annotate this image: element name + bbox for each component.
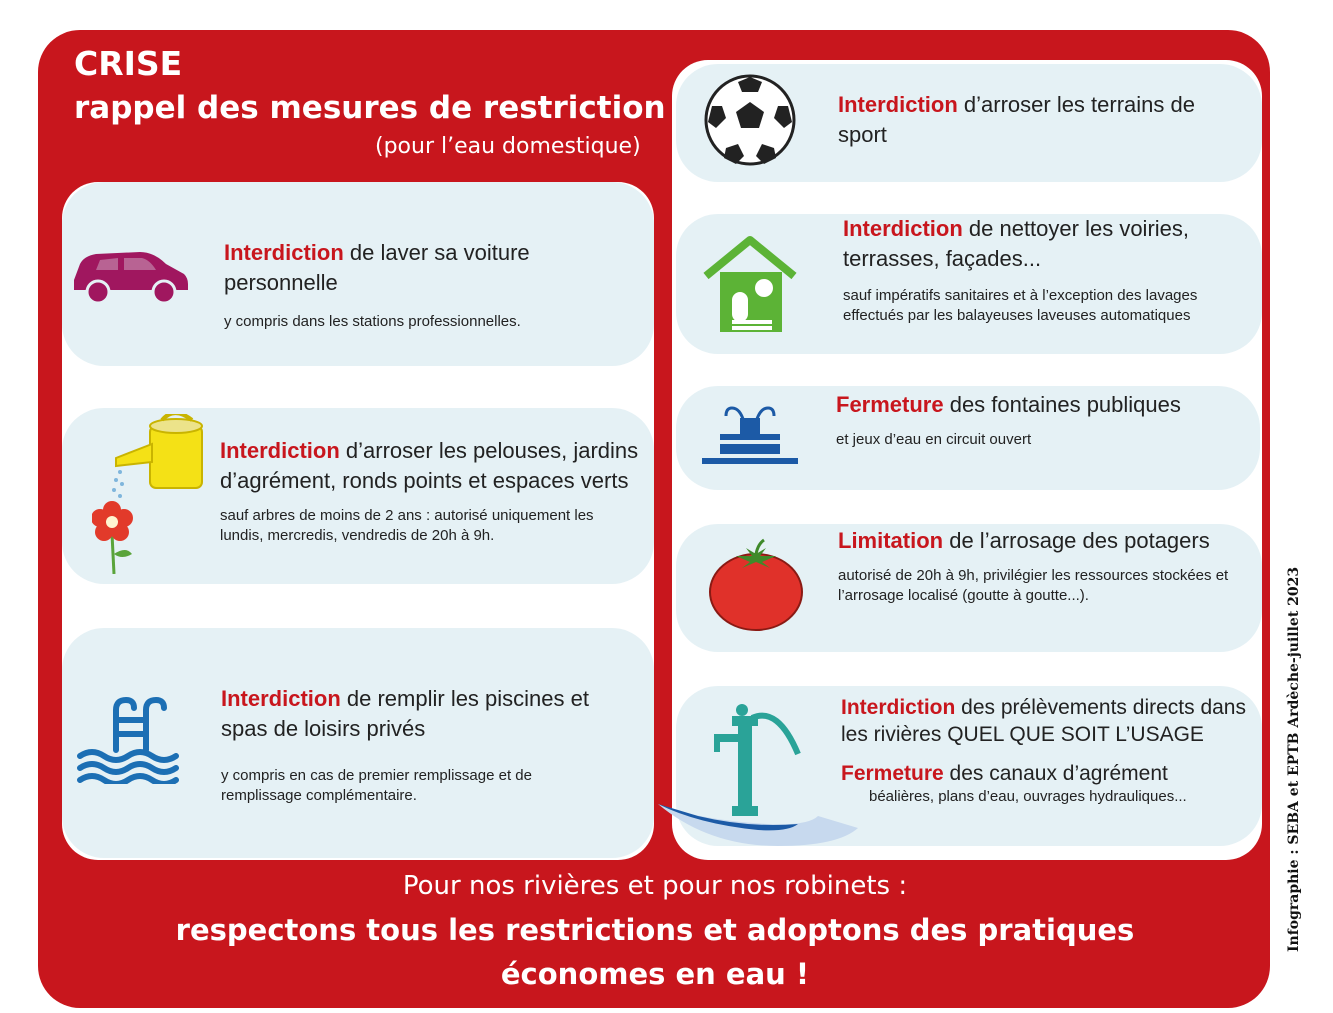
footer-line-1: Pour nos rivières et pour nos robinets : bbox=[402, 871, 908, 901]
card-garden bbox=[676, 524, 1262, 652]
right-column bbox=[672, 60, 1262, 860]
card-text bbox=[838, 90, 1248, 150]
pool-ladder-icon bbox=[76, 694, 186, 784]
card-fountain bbox=[676, 386, 1260, 490]
keyword: Interdiction bbox=[224, 240, 344, 265]
keyword: Interdiction bbox=[221, 686, 341, 711]
fountain-icon bbox=[700, 402, 800, 472]
card-pool bbox=[62, 628, 654, 858]
rule-text: des fontaines publiques bbox=[943, 392, 1181, 417]
card-car-wash bbox=[62, 182, 654, 366]
footer-line-2: respectons tous les restrictions et adoptons des pratiques bbox=[175, 913, 1135, 947]
card-text bbox=[841, 694, 1251, 807]
card-text bbox=[836, 390, 1246, 450]
tomato-icon bbox=[706, 536, 806, 632]
keyword: Interdiction bbox=[841, 696, 956, 719]
keyword-2: Fermeture bbox=[841, 762, 944, 785]
footer-line-3: économes en eau ! bbox=[500, 957, 810, 991]
rule-text: des prélèvements directs dans les rivières QUEL QUE SOIT L’USAGE bbox=[841, 696, 1246, 746]
keyword: Interdiction bbox=[838, 92, 958, 117]
card-text bbox=[838, 526, 1248, 606]
rule-text: de nettoyer les voiries, terrasses, façades... bbox=[843, 216, 1190, 271]
card-watering bbox=[62, 408, 654, 584]
watering-can-icon bbox=[92, 414, 222, 574]
page-title: CRISE bbox=[74, 44, 183, 83]
card-river bbox=[676, 686, 1262, 846]
rule-text: d’arroser les pelouses, jardins d’agrément, ronds points et espaces verts bbox=[220, 438, 639, 493]
page-note: (pour l’eau domestique) bbox=[375, 134, 641, 159]
rule-detail: béalières, plans d’eau, ouvrages hydrauliques... bbox=[869, 788, 1187, 805]
car-icon bbox=[70, 244, 190, 304]
soccer-ball-icon bbox=[702, 72, 798, 168]
left-column bbox=[62, 182, 654, 860]
rule-text: d’arroser les terrains de sport bbox=[838, 92, 1195, 147]
keyword: Limitation bbox=[838, 528, 944, 553]
card-text bbox=[843, 214, 1253, 326]
rule-detail: sauf arbres de moins de 2 ans : autorisé uniquement les lundis, mercredis, vendredis de 20h à 9h. bbox=[220, 507, 594, 544]
rule-detail: sauf impératifs sanitaires et à l’exception des lavages effectués par les balayeuses laveuses automatiques bbox=[843, 287, 1198, 324]
rule-detail: y compris en cas de premier remplissage et de remplissage complémentaire. bbox=[221, 767, 532, 804]
credit-text: Infographie : SEBA et EPTB Ardèche-juillet 2023 bbox=[1286, 566, 1302, 952]
rule-text-2: des canaux d’agrément bbox=[943, 762, 1168, 785]
rule-detail: autorisé de 20h à 9h, privilégier les ressources stockées et l’arrosage localisé (goutte à goutte...). bbox=[838, 567, 1229, 604]
card-sport bbox=[676, 64, 1262, 182]
card-text bbox=[224, 238, 624, 332]
rule-text: de l’arrosage des potagers bbox=[943, 528, 1210, 553]
rule-text: de laver sa voiture personnelle bbox=[224, 240, 530, 295]
rule-detail: et jeux d’eau en circuit ouvert bbox=[836, 431, 1032, 448]
card-text bbox=[221, 684, 641, 806]
rule-text: de remplir les piscines et spas de loisirs privés bbox=[221, 686, 589, 741]
keyword: Interdiction bbox=[843, 216, 963, 241]
card-text bbox=[220, 436, 640, 546]
card-cleaning bbox=[676, 214, 1262, 354]
page-subtitle: rappel des mesures de restriction bbox=[74, 90, 666, 126]
keyword: Interdiction bbox=[220, 438, 340, 463]
keyword: Fermeture bbox=[836, 392, 944, 417]
house-icon bbox=[702, 236, 798, 336]
rule-detail: y compris dans les stations professionnelles. bbox=[224, 313, 521, 330]
